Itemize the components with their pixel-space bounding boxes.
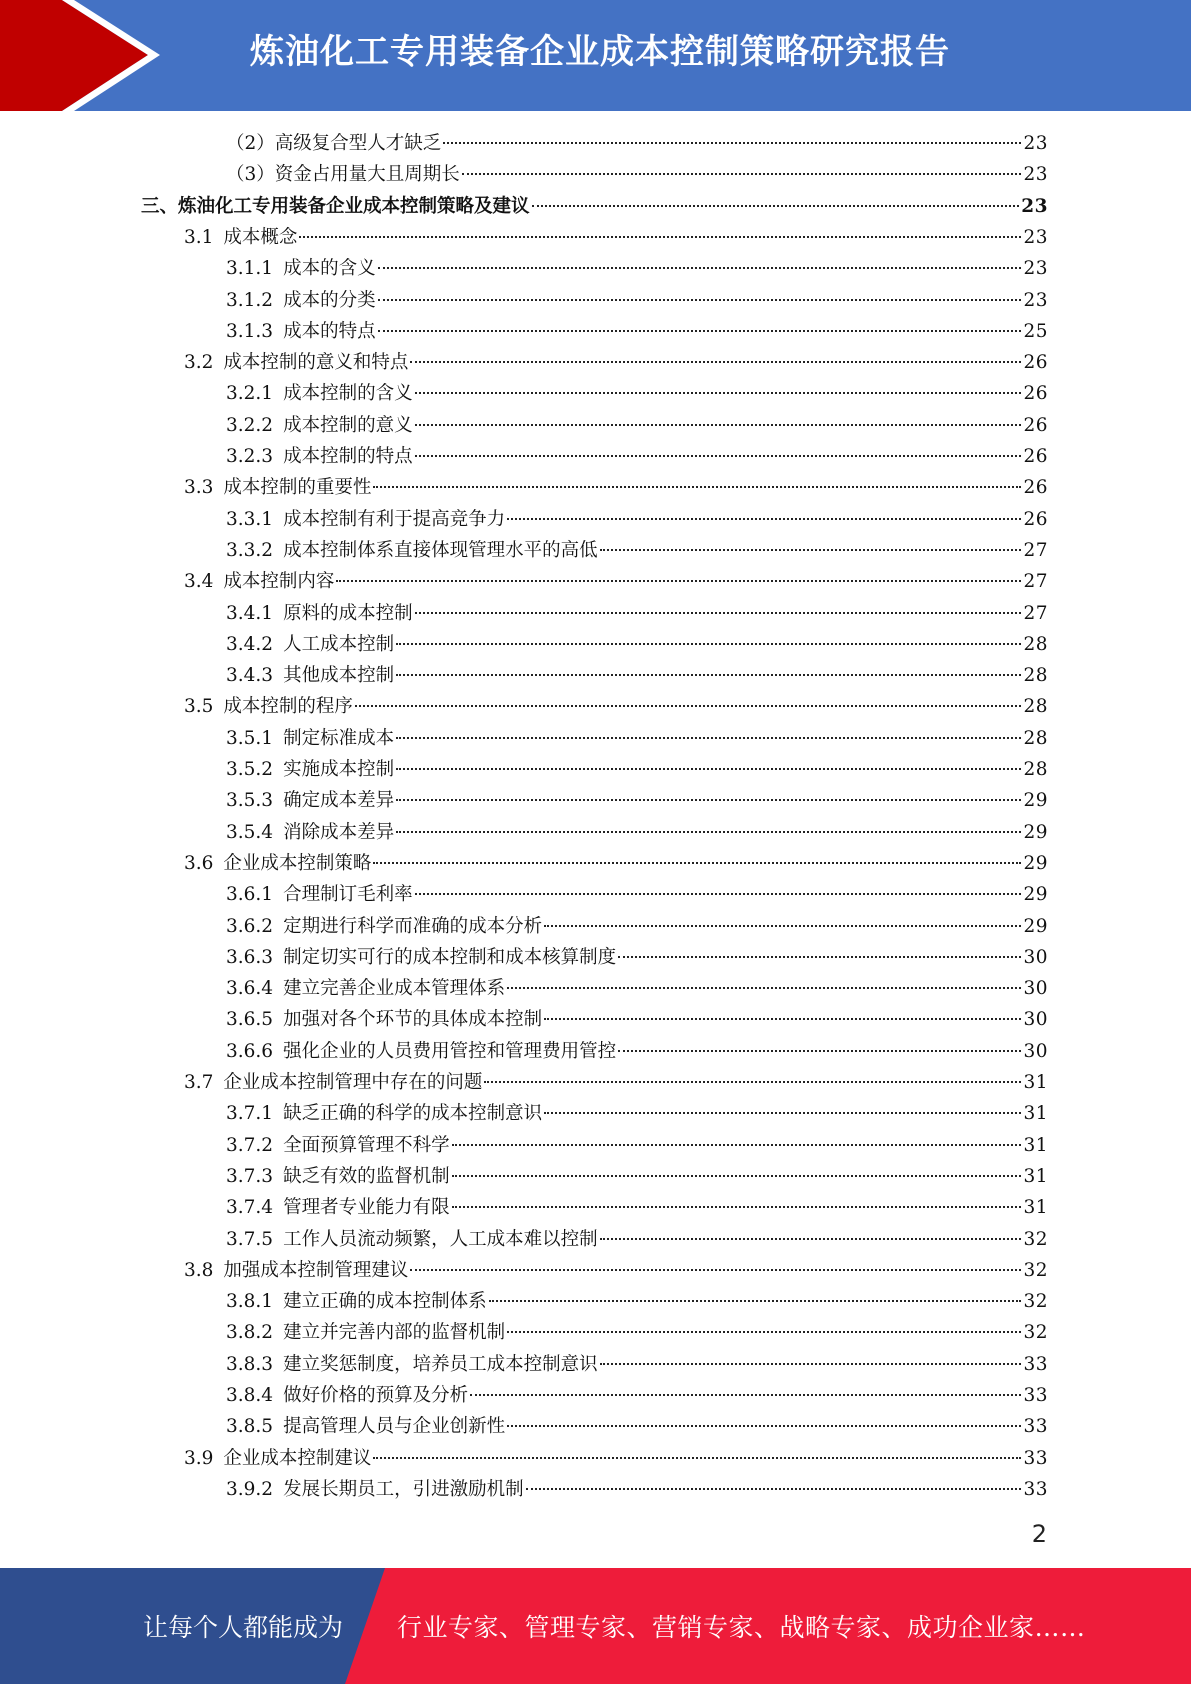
toc-entry[interactable] <box>226 1192 1048 1223</box>
toc-entry-number: 3.6.4 <box>226 978 274 1000</box>
toc-entry-label: 缺乏正确的科学的成本控制意识 <box>283 1103 543 1125</box>
toc-entry[interactable] <box>184 848 1048 879</box>
toc-entry-number: 3.8.1 <box>226 1291 274 1313</box>
toc-entry-label: 人工成本控制 <box>283 633 395 655</box>
toc-entry[interactable] <box>226 1411 1048 1442</box>
toc-dot-leader <box>507 1425 1021 1427</box>
toc-entry-number: 3.5.2 <box>226 759 274 780</box>
toc-entry-number: 3.4.3 <box>226 665 274 687</box>
toc-dot-leader <box>618 1050 1021 1052</box>
toc-entry[interactable] <box>226 159 1048 190</box>
toc-dot-leader <box>396 799 1021 801</box>
toc-entry-page: 23 <box>1023 226 1048 248</box>
toc-dot-leader <box>452 1206 1022 1208</box>
page-number: 2 <box>1031 1520 1047 1548</box>
toc-dot-leader <box>415 893 1022 895</box>
toc-entry-label: 三、炼油化工专用装备企业成本控制策略及建议 <box>141 195 530 217</box>
toc-dot-leader <box>415 612 1022 614</box>
toc-dot-leader <box>489 1300 1022 1302</box>
toc-entry-page: 30 <box>1023 946 1048 968</box>
toc-entry-number: 3.8.4 <box>226 1385 274 1406</box>
toc-entry-page: 26 <box>1023 477 1048 499</box>
toc-dot-leader <box>544 925 1021 927</box>
toc-dot-leader <box>452 1144 1022 1146</box>
toc-entry-label: 成本控制有利于提高竞争力 <box>283 508 506 530</box>
toc-entry-label: 提高管理人员与企业创新性 <box>283 1416 506 1438</box>
toc-entry[interactable] <box>184 691 1048 722</box>
toc-entry[interactable] <box>226 316 1048 347</box>
toc-entry[interactable] <box>226 1474 1048 1505</box>
toc-entry-label: 缺乏有效的监督机制 <box>283 1165 450 1187</box>
toc-entry-number: 3.4.2 <box>226 633 274 655</box>
toc-entry-label: 成本的特点 <box>283 320 376 342</box>
toc-entry-label: 企业成本控制管理中存在的问题 <box>223 1072 483 1093</box>
header-title: 炼油化工专用装备企业成本控制策略研究报告 <box>250 32 950 72</box>
toc-entry-label: 成本的分类 <box>283 289 376 311</box>
toc-entry[interactable] <box>226 660 1048 691</box>
toc-dot-leader <box>378 299 1022 301</box>
toc-dot-leader <box>396 643 1021 645</box>
toc-entry-page: 26 <box>1023 383 1048 405</box>
toc-entry-page: 25 <box>1023 320 1048 342</box>
page-footer <box>0 1568 1191 1684</box>
toc-entry[interactable] <box>226 285 1048 316</box>
toc-entry[interactable] <box>184 347 1048 378</box>
toc-entry-number: 3.8 <box>184 1259 214 1281</box>
toc-entry-label: 合理制订毛利率 <box>283 884 413 906</box>
toc-dot-leader <box>410 361 1021 363</box>
toc-entry-label: 加强对各个环节的具体成本控制 <box>283 1009 543 1031</box>
toc-dot-leader <box>396 831 1021 833</box>
toc-entry-page: 33 <box>1023 1447 1048 1469</box>
toc-entry[interactable] <box>184 1255 1048 1286</box>
toc-dot-leader <box>373 486 1021 488</box>
toc-entry[interactable] <box>226 754 1048 785</box>
toc-entry-label: 成本的含义 <box>283 258 376 280</box>
toc-dot-leader <box>410 1269 1021 1271</box>
toc-entry-number: 3.6.6 <box>226 1040 274 1062</box>
toc-entry-page: 28 <box>1023 759 1048 780</box>
toc-entry-page: 23 <box>1023 289 1048 311</box>
toc-entry-page: 26 <box>1023 352 1048 374</box>
toc-entry-number: 3.8.2 <box>226 1322 274 1344</box>
toc-entry-number: 3.7.3 <box>226 1165 274 1187</box>
toc-entry-page: 31 <box>1023 1103 1048 1125</box>
toc-entry-number: 3.1 <box>184 226 214 248</box>
toc-entry-page: 27 <box>1023 539 1048 561</box>
toc-entry-page: 32 <box>1023 1228 1048 1250</box>
toc-entry-page: 29 <box>1023 915 1048 937</box>
toc-entry[interactable] <box>184 222 1048 253</box>
toc-entry-page: 29 <box>1023 790 1048 812</box>
toc-entry[interactable] <box>226 1130 1048 1161</box>
toc-dot-leader <box>507 987 1021 989</box>
toc-dot-leader <box>452 1175 1022 1177</box>
toc-dot-leader <box>396 674 1021 676</box>
toc-entry[interactable] <box>226 378 1048 409</box>
toc-entry[interactable] <box>226 911 1048 942</box>
page-header <box>0 0 1191 111</box>
toc-dot-leader <box>507 1331 1021 1333</box>
toc-entry-number: 3.7.1 <box>226 1103 274 1125</box>
toc-entry[interactable] <box>226 942 1048 973</box>
toc-entry[interactable] <box>226 1349 1048 1380</box>
toc-entry[interactable] <box>226 504 1048 535</box>
toc-dot-leader <box>544 1112 1021 1114</box>
toc-entry-number: 3.5.3 <box>226 790 274 812</box>
toc-entry-number: 3.6 <box>184 852 214 874</box>
toc-entry-page: 29 <box>1023 884 1048 906</box>
toc-entry-number: 3.7.2 <box>226 1134 274 1156</box>
toc-dot-leader <box>470 1394 1021 1396</box>
toc-entry-label: 成本控制的意义和特点 <box>223 352 409 374</box>
toc-dot-leader <box>415 424 1022 426</box>
toc-entry-number: 3.3.1 <box>226 508 274 530</box>
toc-dot-leader <box>544 1018 1021 1020</box>
toc-dot-leader <box>526 1488 1022 1490</box>
toc-entry[interactable] <box>184 472 1048 503</box>
toc-entry-number: 3.6.2 <box>226 915 274 937</box>
toc-entry-page: 23 <box>1023 258 1048 280</box>
toc-entry-label: 其他成本控制 <box>283 665 395 687</box>
toc-entry-label: 成本控制的意义 <box>283 414 413 436</box>
toc-entry-label: 成本控制的重要性 <box>223 477 372 499</box>
toc-dot-leader <box>507 518 1021 520</box>
toc-dot-leader <box>378 330 1022 332</box>
toc-entry-label: 管理者专业能力有限 <box>283 1197 450 1219</box>
toc-entry-number: 3.7.4 <box>226 1197 274 1219</box>
toc-dot-leader <box>373 1457 1021 1459</box>
toc-entry-label: 建立奖惩制度，培养员工成本控制意识 <box>283 1353 598 1375</box>
toc-entry-label: 建立正确的成本控制体系 <box>283 1291 487 1313</box>
toc-dot-leader <box>618 956 1021 958</box>
toc-entry[interactable] <box>226 629 1048 660</box>
footer-slogan-left: 让每个人都能成为 <box>143 1613 344 1642</box>
toc-dot-leader <box>600 1363 1022 1365</box>
toc-entry-number: 3.7 <box>184 1072 214 1093</box>
toc-entry-page: 28 <box>1023 696 1048 718</box>
toc-dot-leader <box>373 862 1021 864</box>
toc-entry-page: 33 <box>1023 1385 1048 1406</box>
toc-dot-leader <box>396 737 1021 739</box>
toc-entry-page: 28 <box>1023 727 1048 749</box>
toc-entry-number: 3.5 <box>184 696 214 718</box>
toc-dot-leader <box>532 205 1020 207</box>
toc-dot-leader <box>415 455 1022 457</box>
toc-entry[interactable] <box>226 1098 1048 1129</box>
toc-entry[interactable] <box>226 1317 1048 1348</box>
toc-entry-label: 强化企业的人员费用管控和管理费用管控 <box>283 1040 617 1062</box>
toc-entry-label: 消除成本差异 <box>283 821 395 843</box>
toc-entry[interactable] <box>226 1004 1048 1035</box>
toc-entry-page: 26 <box>1023 414 1048 436</box>
toc-entry[interactable] <box>226 598 1048 629</box>
toc-dot-leader <box>415 392 1022 394</box>
toc-entry-page: 32 <box>1023 1259 1048 1281</box>
toc-entry-number: 3.2 <box>184 352 214 374</box>
toc-entry-page: 26 <box>1023 446 1048 467</box>
toc-entry-label: 制定标准成本 <box>283 727 395 749</box>
toc-entry-page: 30 <box>1023 1009 1048 1031</box>
toc-entry-number: 3.8.3 <box>226 1353 274 1375</box>
toc-entry-label: 企业成本控制建议 <box>223 1447 372 1469</box>
toc-entry[interactable] <box>184 1067 1048 1098</box>
toc-entry[interactable] <box>184 1443 1048 1474</box>
toc-entry-number: 3.5.4 <box>226 821 274 843</box>
toc-dot-leader <box>443 142 1021 144</box>
toc-entry-label: 企业成本控制策略 <box>223 852 372 874</box>
toc-entry-label: 成本控制的程序 <box>223 696 353 718</box>
toc-dot-leader <box>299 236 1021 238</box>
toc-entry-number: 3.2.1 <box>226 383 274 405</box>
toc-entry[interactable] <box>226 1380 1048 1411</box>
toc-entry-label: 成本概念 <box>223 226 298 248</box>
toc-entry-number: 3.8.5 <box>226 1416 274 1438</box>
toc-entry-number: 3.7.5 <box>226 1228 274 1250</box>
toc-entry[interactable] <box>226 785 1048 816</box>
toc-entry-page: 32 <box>1023 1291 1048 1313</box>
toc-entry-page: 27 <box>1023 571 1048 593</box>
toc-entry-label: 成本控制的特点 <box>283 446 413 467</box>
toc-dot-leader <box>336 580 1021 582</box>
toc-entry-label: 成本控制内容 <box>223 571 335 593</box>
toc-entry-label: 成本控制的含义 <box>283 383 413 405</box>
toc-dot-leader <box>600 1238 1022 1240</box>
toc-entry-label: 加强成本控制管理建议 <box>223 1259 409 1281</box>
toc-entry-page: 23 <box>1023 133 1048 154</box>
toc-entry-number: 3.9.2 <box>226 1478 274 1500</box>
toc-entry[interactable] <box>226 535 1048 566</box>
toc-dot-leader <box>462 173 1022 175</box>
toc-entry[interactable] <box>226 817 1048 848</box>
toc-entry-number: 3.6.3 <box>226 946 274 968</box>
toc-entry[interactable] <box>226 1161 1048 1192</box>
toc-entry-label: 制定切实可行的成本控制和成本核算制度 <box>283 946 617 968</box>
toc-entry-page: 30 <box>1023 978 1048 1000</box>
toc-entry-page: 26 <box>1023 508 1048 530</box>
toc-entry-page: 33 <box>1023 1416 1048 1438</box>
toc-entry-number: 3.3 <box>184 477 214 499</box>
toc-entry-number: 3.1.2 <box>226 289 274 311</box>
toc-entry-number: 3.5.1 <box>226 727 274 749</box>
toc-entry-label: 建立并完善内部的监督机制 <box>283 1322 506 1344</box>
toc-dot-leader <box>378 267 1022 269</box>
toc-entry-page: 32 <box>1023 1322 1048 1344</box>
toc-entry-label: 工作人员流动频繁，人工成本难以控制 <box>283 1228 598 1250</box>
toc-entry-number: 3.2.2 <box>226 414 274 436</box>
toc-dot-leader <box>396 768 1021 770</box>
toc-entry-page: 29 <box>1023 821 1048 843</box>
toc-entry[interactable] <box>141 191 1048 222</box>
toc-entry-label: 建立完善企业成本管理体系 <box>283 978 506 1000</box>
toc-entry-label: （3）资金占用量大且周期长 <box>226 164 460 186</box>
toc-entry-number: 3.3.2 <box>226 539 274 561</box>
footer-slogan-right: 行业专家、管理专家、营销专家、战略专家、成功企业家…… <box>397 1613 1086 1642</box>
toc-entry-number: 3.2.3 <box>226 446 274 467</box>
toc-entry-label: 做好价格的预算及分析 <box>283 1385 469 1406</box>
toc-entry-number: 3.9 <box>184 1447 214 1469</box>
toc-entry[interactable] <box>226 410 1048 441</box>
toc-entry-page: 33 <box>1023 1353 1048 1375</box>
toc-entry-label: 成本控制体系直接体现管理水平的高低 <box>283 539 598 561</box>
toc-entry[interactable] <box>226 128 1048 159</box>
toc-entry-number: 3.1.1 <box>226 258 274 280</box>
toc-entry-label: 发展长期员工，引进激励机制 <box>283 1478 524 1500</box>
toc-entry-page: 33 <box>1023 1478 1048 1500</box>
toc-entry[interactable] <box>226 1036 1048 1067</box>
toc-entry-page: 31 <box>1023 1197 1048 1219</box>
toc-dot-leader <box>600 549 1022 551</box>
toc-entry-label: （2）高级复合型人才缺乏 <box>226 133 442 154</box>
toc-entry-label: 确定成本差异 <box>283 790 395 812</box>
toc-entry-label: 原料的成本控制 <box>283 602 413 624</box>
toc-entry-number: 3.6.1 <box>226 884 274 906</box>
toc-entry-number: 3.1.3 <box>226 320 274 342</box>
toc-entry-number: 3.6.5 <box>226 1009 274 1031</box>
toc-entry-number: 3.4.1 <box>226 602 274 624</box>
toc-entry-page: 28 <box>1023 665 1048 687</box>
toc-entry-page: 29 <box>1023 852 1048 874</box>
toc-entry-label: 实施成本控制 <box>283 759 395 780</box>
toc-dot-leader <box>355 705 1022 707</box>
toc-entry-page: 31 <box>1023 1134 1048 1156</box>
toc-entry[interactable] <box>226 879 1048 910</box>
toc-entry[interactable] <box>226 973 1048 1004</box>
toc-entry-page: 31 <box>1023 1165 1048 1187</box>
toc-entry-page: 23 <box>1023 164 1048 186</box>
toc-entry-page: 23 <box>1021 195 1048 217</box>
toc-dot-leader <box>484 1081 1021 1083</box>
toc-entry[interactable] <box>184 566 1048 597</box>
toc-entry-page: 30 <box>1023 1040 1048 1062</box>
toc-entry[interactable] <box>226 1286 1048 1317</box>
toc-entry-page: 31 <box>1023 1072 1048 1093</box>
toc-entry[interactable] <box>226 1224 1048 1255</box>
toc-entry-label: 定期进行科学而准确的成本分析 <box>283 915 543 937</box>
toc-entry-number: 3.4 <box>184 571 214 593</box>
toc-entry-label: 全面预算管理不科学 <box>283 1134 450 1156</box>
toc-entry-page: 28 <box>1023 633 1048 655</box>
toc-entry[interactable] <box>226 441 1048 472</box>
toc-entry-page: 27 <box>1023 602 1048 624</box>
toc-entry[interactable] <box>226 723 1048 754</box>
toc-entry[interactable] <box>226 253 1048 284</box>
